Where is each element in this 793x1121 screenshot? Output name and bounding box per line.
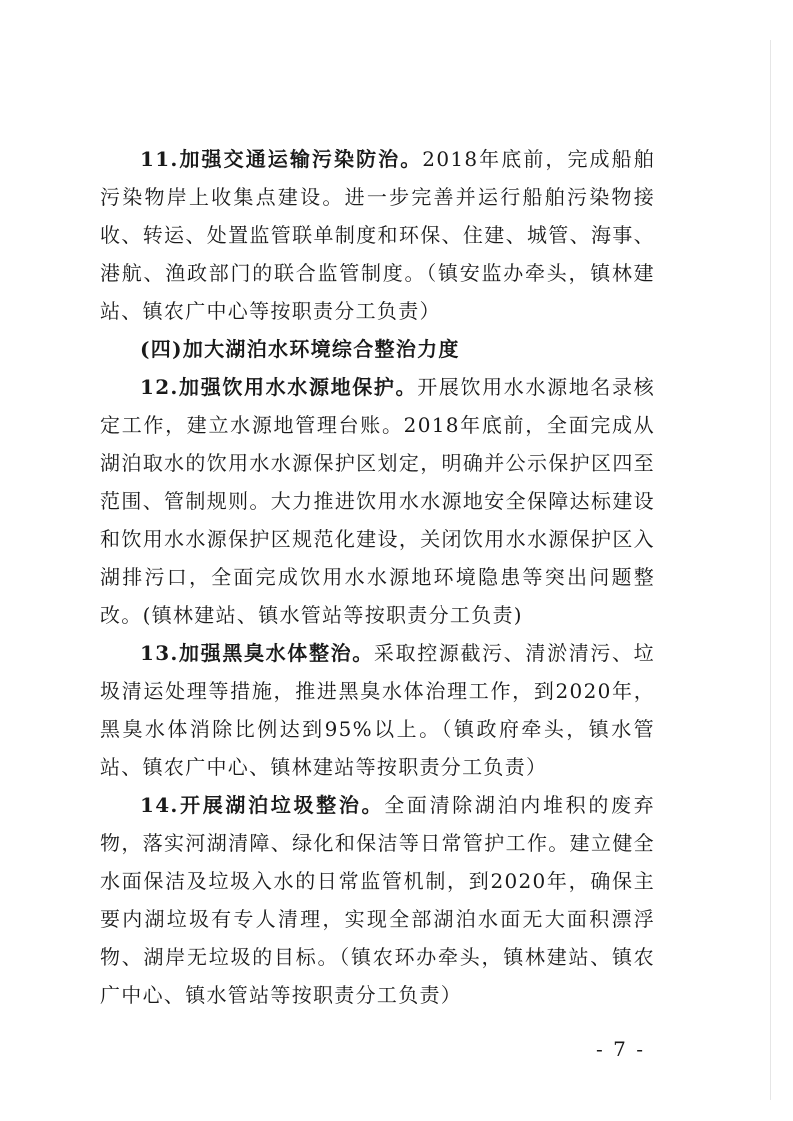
paragraph-text: 2018年底前，完成船舶污染物岸上收集点建设。进一步完善并运行船舶污染物接收、转运、处置监管联单制度和环保、住建、城管、海事、港航、渔政部门的联合监管制度。（镇安监办牵头，镇林建站、镇农广中心等按职责分工负责）	[100, 147, 655, 323]
paragraph-item-13	[100, 634, 655, 786]
paragraph-text: 采取控源截污、清淤清污、垃圾清运处理等措施，推进黑臭水体治理工作，到2020年，黑臭水体消除比例达到95%以上。（镇政府牵头，镇水管站、镇农广中心、镇林建站等按职责分工负责）	[100, 641, 655, 779]
paragraph-text: 全面清除湖泊内堆积的废弃物，落实河湖清障、绿化和保洁等日常管护工作。建立健全水面保洁及垃圾入水的日常监管机制，到2020年，确保主要内湖垃圾有专人清理，实现全部湖泊水面无大面积漂浮物、湖岸无垃圾的目标。（镇农环办牵头，镇林建站、镇农广中心、镇水管站等按职责分工负责）	[100, 793, 655, 1007]
page-number: - 7 -	[596, 1037, 645, 1061]
paragraph-item-11	[100, 140, 655, 330]
paragraph-lead: 11.加强交通运输污染防治。	[140, 147, 423, 171]
paragraph-lead: 13.加强黑臭水体整治。	[140, 641, 374, 665]
paragraph-lead: 14.开展湖泊垃圾整治。	[140, 793, 385, 817]
paragraph-lead: 12.加强饮用水水源地保护。	[140, 375, 418, 399]
section-heading: (四)加大湖泊水环境综合整治力度	[140, 337, 460, 361]
document-body	[100, 140, 655, 1014]
paragraph-item-12	[100, 368, 655, 634]
paragraph-text: 开展饮用水水源地名录核定工作，建立水源地管理台账。2018年底前，全面完成从湖泊取水的饮用水水源保护区划定，明确并公示保护区四至范围、管制规则。大力推进饮用水水源地安全保障达标建设和饮用水水源保护区规范化建设，关闭饮用水水源保护区入湖排污口，全面完成饮用水水源地环境隐患等突出问题整改。(镇林建站、镇水管站等按职责分工负责)	[100, 375, 655, 627]
paragraph-item-14	[100, 786, 655, 1014]
page-edge-line	[770, 40, 771, 1100]
